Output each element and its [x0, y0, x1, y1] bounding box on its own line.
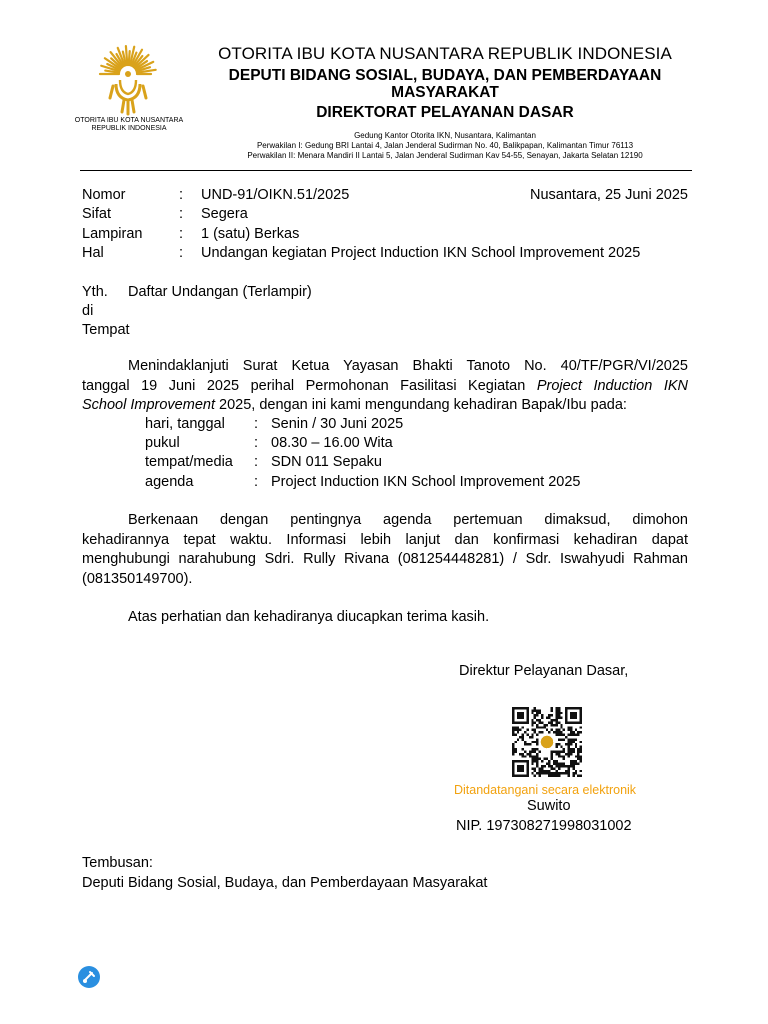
- detail-colon: :: [254, 474, 259, 490]
- paragraph-opening-line2-italic: Project Induction IKN: [536, 377, 688, 394]
- header-deputy: DEPUTI BIDANG SOSIAL, BUDAYA, DAN PEMBERDAYAAN MASYARAKAT: [228, 67, 662, 101]
- paragraph-closing: Atas perhatian dan kehadiranya diucapkan terima kasih.: [128, 609, 490, 625]
- nomor-colon: :: [179, 187, 184, 203]
- header-address-branch2: Perwakilan II: Menara Mandiri II Lantai 5, Jalan Jenderal Sudirman Kav 54-55, Senayan, Jakarta Selatan 12190: [247, 151, 643, 160]
- detail-colon: :: [254, 435, 259, 451]
- header-address-main: Gedung Kantor Otorita IKN, Nusantara, Kalimantan: [354, 131, 536, 140]
- logo-caption-line1: OTORITA IBU KOTA NUSANTARA: [74, 117, 184, 124]
- nomor-value: UND-91/OIKN.51/2025: [201, 187, 350, 203]
- detail-value: Senin / 30 Juni 2025: [271, 416, 404, 432]
- paragraph-contact-line3: menghubungi narahubung Sdri. Rully Rivana (081254448281) / Sdr. Iswahyudi Rahman: [82, 551, 688, 567]
- signatory-nip: NIP. 197308271998031002: [456, 818, 632, 834]
- paragraph-contact-line4: (081350149700).: [82, 570, 193, 587]
- paragraph-opening-line2-text: tanggal 19 Juni 2025 perihal Permohonan Fasilitasi Kegiatan: [82, 377, 526, 394]
- detail-value: 08.30 – 16.00 Wita: [271, 435, 393, 451]
- detail-label: hari, tanggal: [145, 416, 225, 432]
- paragraph-opening-line2: [82, 377, 688, 397]
- sifat-value: Segera: [201, 206, 248, 222]
- nomor-label: Nomor: [82, 187, 126, 203]
- logo-ray: [126, 46, 127, 65]
- logo-caption-line2: REPUBLIK INDONESIA: [91, 125, 167, 132]
- recipient-di: di: [82, 303, 94, 319]
- paragraph-opening: [82, 357, 688, 416]
- detail-label: pukul: [145, 435, 180, 451]
- recipient-yth: Yth.: [82, 284, 108, 300]
- qr-code-icon: [512, 707, 582, 777]
- paragraph-contact: [82, 511, 688, 589]
- bsre-badge-icon: [78, 966, 100, 988]
- cc-item: Deputi Bidang Sosial, Budaya, dan Pemberdayaan Masyarakat: [82, 875, 488, 891]
- header-address-branch1: Perwakilan I: Gedung BRI Lantai 4, Jalan Jenderal Sudirman No. 40, Balikpapan, Kalimantan Timur 76113: [256, 141, 634, 150]
- sifat-label: Sifat: [82, 206, 112, 222]
- detail-colon: :: [254, 454, 259, 470]
- hal-colon: :: [179, 245, 184, 261]
- ikn-logo-icon: [96, 40, 160, 116]
- lampiran-value: 1 (satu) Berkas: [201, 226, 300, 242]
- paragraph-contact-line2: kehadirannya tepat waktu. Informasi lebih lanjut dan konfirmasi kehadiran dapat: [82, 531, 688, 548]
- detail-value: Project Induction IKN School Improvement 2025: [271, 474, 581, 490]
- letter-date: Nusantara, 25 Juni 2025: [530, 187, 688, 203]
- cc-label: Tembusan:: [82, 855, 153, 871]
- recipient-name: Daftar Undangan (Terlampir): [128, 284, 312, 300]
- paragraph-contact-line1: Berkenaan dengan pentingnya agenda pertemuan dimaksud, dimohon: [128, 512, 688, 528]
- detail-label: tempat/media: [145, 454, 233, 470]
- detail-colon: :: [254, 416, 259, 432]
- paragraph-opening-line3-text: 2025, dengan ini kami mengundang kehadiran Bapak/Ibu pada:: [219, 397, 627, 413]
- electronic-signature-note: Ditandatangani secara elektronik: [454, 783, 637, 797]
- header-directorate: DIREKTORAT PELAYANAN DASAR: [316, 104, 574, 121]
- sifat-colon: :: [179, 206, 184, 222]
- signatory-title: Direktur Pelayanan Dasar,: [459, 663, 629, 679]
- lampiran-label: Lampiran: [82, 226, 143, 242]
- paragraph-opening-line3: [82, 396, 688, 416]
- detail-label: agenda: [145, 474, 194, 490]
- hal-label: Hal: [82, 245, 104, 261]
- lampiran-colon: :: [179, 226, 184, 242]
- hal-value: Undangan kegiatan Project Induction IKN School Improvement 2025: [201, 245, 641, 261]
- signatory-name: Suwito: [527, 798, 571, 814]
- header-institution: OTORITA IBU KOTA NUSANTARA REPUBLIK INDONESIA: [218, 44, 672, 63]
- paragraph-opening-line1: Menindaklanjuti Surat Ketua Yayasan Bhakti Tanoto No. 40/TF/PGR/VI/2025: [128, 358, 688, 374]
- detail-value: SDN 011 Sepaku: [271, 454, 382, 470]
- paragraph-opening-line3-italic: School Improvement: [82, 397, 215, 413]
- header-divider: [80, 170, 692, 171]
- recipient-tempat: Tempat: [82, 322, 130, 338]
